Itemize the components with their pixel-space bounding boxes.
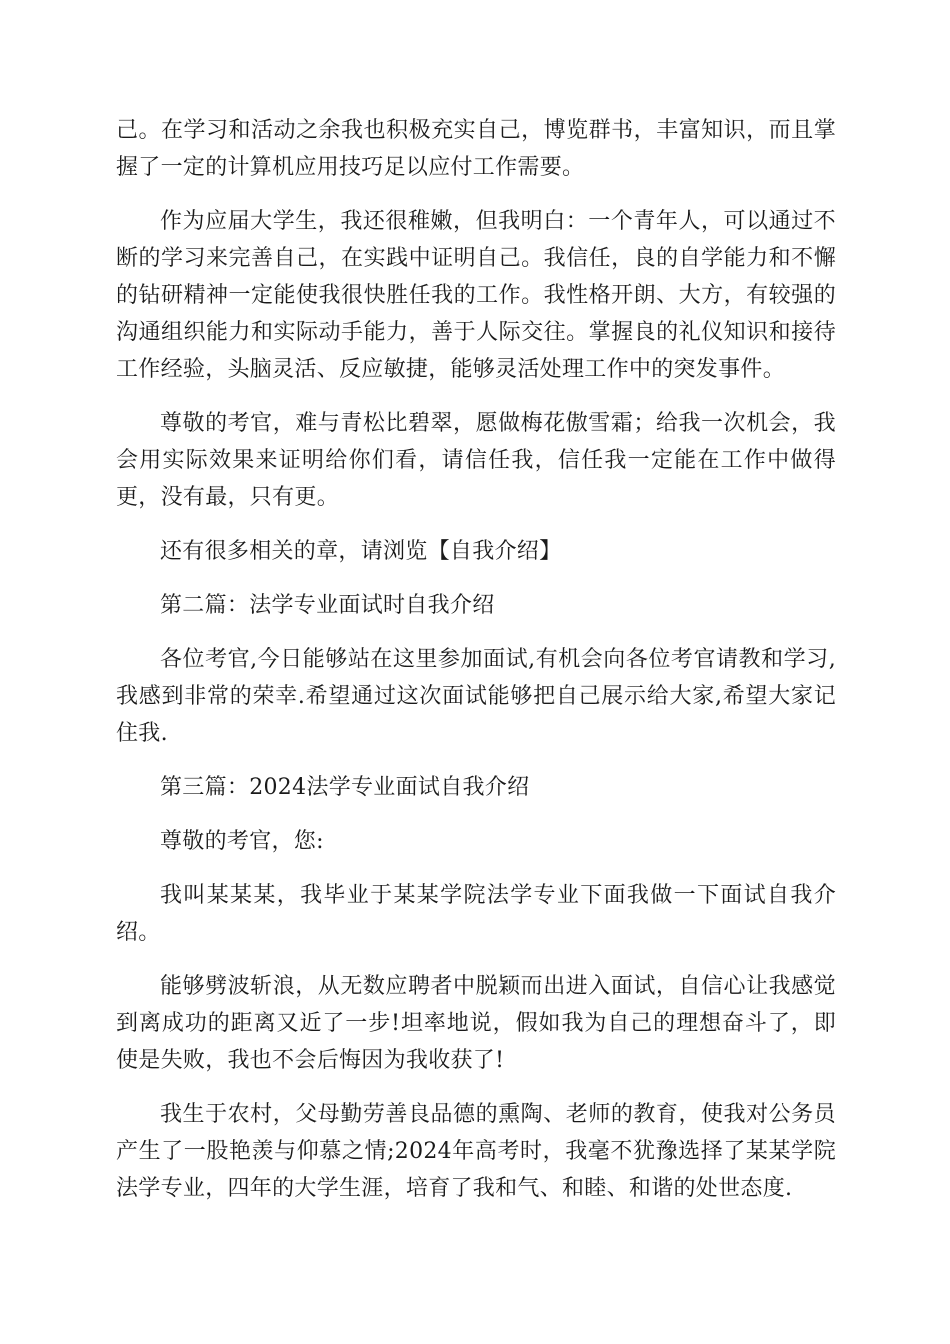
- paragraph-background: 我生于农村，父母勤劳善良品德的熏陶、老师的教育，使我对公务员产生了一股艳羡与仰慕之情;2024年高考时，我毫不犹豫选择了某某学院法学专业，四年的大学生涯，培育了我和气、和睦、和谐的处世态度.: [116, 1102, 836, 1201]
- paragraph-closing-appeal: 尊敬的考官，难与青松比碧翠，愿做梅花傲雪霜；给我一次机会，我会用实际效果来证明给你们看，请信任我，信任我一定能在工作中做得更，没有最，只有更。: [116, 411, 836, 510]
- paragraph-related-articles: 还有很多相关的章，请浏览【自我介绍】: [160, 539, 562, 564]
- document-body: [116, 112, 836, 1224]
- paragraph-continuation: 己。在学习和活动之余我也积极充实自己，博览群书，丰富知识，而且掌握了一定的计算机应用技巧足以应付工作需要。: [116, 118, 836, 180]
- section-heading-part-three: 第三篇：2024法学专业面试自我介绍: [160, 775, 530, 800]
- paragraph-introduction: 我叫某某某，我毕业于某某学院法学专业下面我做一下面试自我介绍。: [116, 883, 836, 945]
- paragraph-greeting-examiners: 各位考官,今日能够站在这里参加面试,有机会向各位考官请教和学习,我感到非常的荣幸.希望通过这次面试能够把自己展示给大家,希望大家记住我.: [116, 647, 836, 746]
- section-heading-part-two: 第二篇：法学专业面试时自我介绍: [160, 593, 495, 618]
- paragraph-salutation: 尊敬的考官，您:: [160, 829, 324, 854]
- paragraph-confidence: 能够劈波斩浪，从无数应聘者中脱颖而出进入面试，自信心让我感觉到离成功的距离又近了一步!坦率地说，假如我为自己的理想奋斗了，即使是失败，我也不会后悔因为我收获了!: [116, 974, 836, 1073]
- paragraph-self-assessment: 作为应届大学生，我还很稚嫩，但我明白：一个青年人，可以通过不断的学习来完善自己，在实践中证明自己。我信任，良的自学能力和不懈的钻研精神一定能使我很快胜任我的工作。我性格开朗、大方，有较强的沟通组织能力和实际动手能力，善于人际交往。掌握良的礼仪知识和接待工作经验，头脑灵活、反应敏捷，能够灵活处理工作中的突发事件。: [116, 209, 836, 382]
